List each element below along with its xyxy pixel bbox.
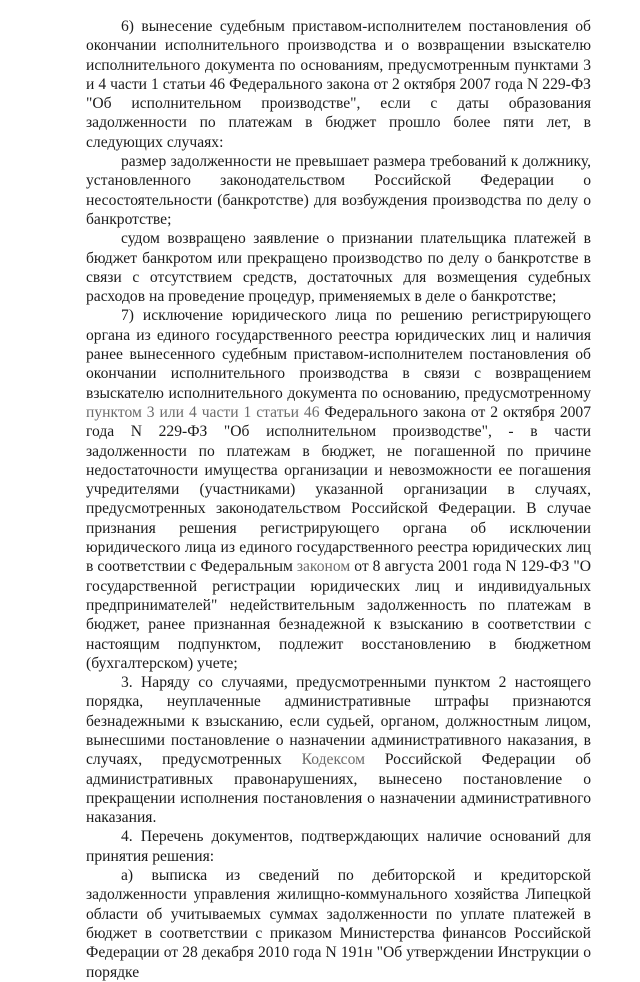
paragraph-text: а) выписка из сведений по дебиторской и кредиторской задолженности управления жилищно-коммунального хозяйства Липецкой области об учитываемых суммах задолженности по уплате платежей в бюджет в соответствии с приказом Министерства финансов Российской Федерации от 28 декабря 2010 года N 191н "Об утверждении Инструкции о порядке: [86, 867, 591, 981]
legal-reference-link[interactable]: пунктом 3 или 4 части 1 статьи 46: [86, 403, 320, 421]
legal-reference-link[interactable]: Кодексом: [301, 751, 365, 769]
paragraph-p6a: [86, 152, 591, 229]
paragraph-p4: [86, 827, 591, 866]
paragraph-text: Федерального закона от 2 октября 2007 года N 229-ФЗ "Об исполнительном производстве", - в части задолженности по платежам в бюджет, не погашенной по причине недостаточности имущества организации и невозможности ее погашения учредителями (участниками) указанной организации в случаях, предусмотренных законодательством Российской Федерации. В случае признания решения регистрирующего органа об исключении юридического лица из единого государственного реестра юридических лиц в соответствии с Федеральным: [86, 403, 592, 576]
paragraph-p6: [86, 17, 591, 152]
paragraph-p4a: [86, 866, 591, 982]
document-body: [86, 17, 591, 982]
paragraph-p3: [86, 673, 591, 827]
paragraph-text: 6) вынесение судебным приставом-исполнителем постановления об окончании исполнительного производства и о возвращении взыскателю исполнительного документа по основаниям, предусмотренным пунктами 3 и 4 части 1 статьи 46 Федерального закона от 2 октября 2007 года N 229-ФЗ "Об исполнительном производстве", если с даты образования задолженности по платежам в бюджет прошло более пяти лет, в следующих случаях:: [86, 18, 591, 151]
paragraph-text: размер задолженности не превышает размера требований к должнику, установленного законодательством Российской Федерации о несостоятельности (банкротстве) для возбуждения производства по делу о банкротстве;: [86, 153, 591, 228]
paragraph-text: Российской Федерации об административных правонарушениях, вынесено постановление о прекращении исполнения постановления о назначении административного наказания.: [86, 751, 591, 827]
paragraph-text: 4. Перечень документов, подтверждающих наличие оснований для принятия решения:: [86, 828, 591, 865]
paragraph-text: 3. Наряду со случаями, предусмотренными пунктом 2 настоящего порядка, неуплаченные административные штрафы признаются безнадежными к взысканию, если судьей, органом, должностным лицом, вынесшими постановление о назначении административного наказания, в случаях, предусмотренных: [86, 674, 591, 769]
paragraph-text: судом возвращено заявление о признании плательщика платежей в бюджет банкротом или прекращено производство по делу о банкротстве в связи с отсутствием средств, достаточных для возмещения судебных расходов на проведение процедур, применяемых в деле о банкротстве;: [86, 230, 591, 306]
paragraph-text: от 8 августа 2001 года N 129-ФЗ "О государственной регистрации юридических лиц и индивидуальных предпринимателей" недействительным задолженность по платежам в бюджет, ранее признанная безнадежной к взысканию в соответствии с настоящим подпунктом, подлежит восстановлению в бюджетном (бухгалтерском) учете;: [86, 558, 591, 672]
paragraph-text: 7) исключение юридического лица по решению регистрирующего органа из единого государственного реестра юридических лиц и наличия ранее вынесенного судебным приставом-исполнителем постановления об окончании исполнительного производства в связи с возвращением взыскателю исполнительного документа по основанию, предусмотренному: [86, 307, 591, 402]
legal-reference-link[interactable]: законом: [296, 558, 351, 576]
paragraph-p6b: [86, 229, 591, 306]
paragraph-p7: [86, 306, 591, 673]
